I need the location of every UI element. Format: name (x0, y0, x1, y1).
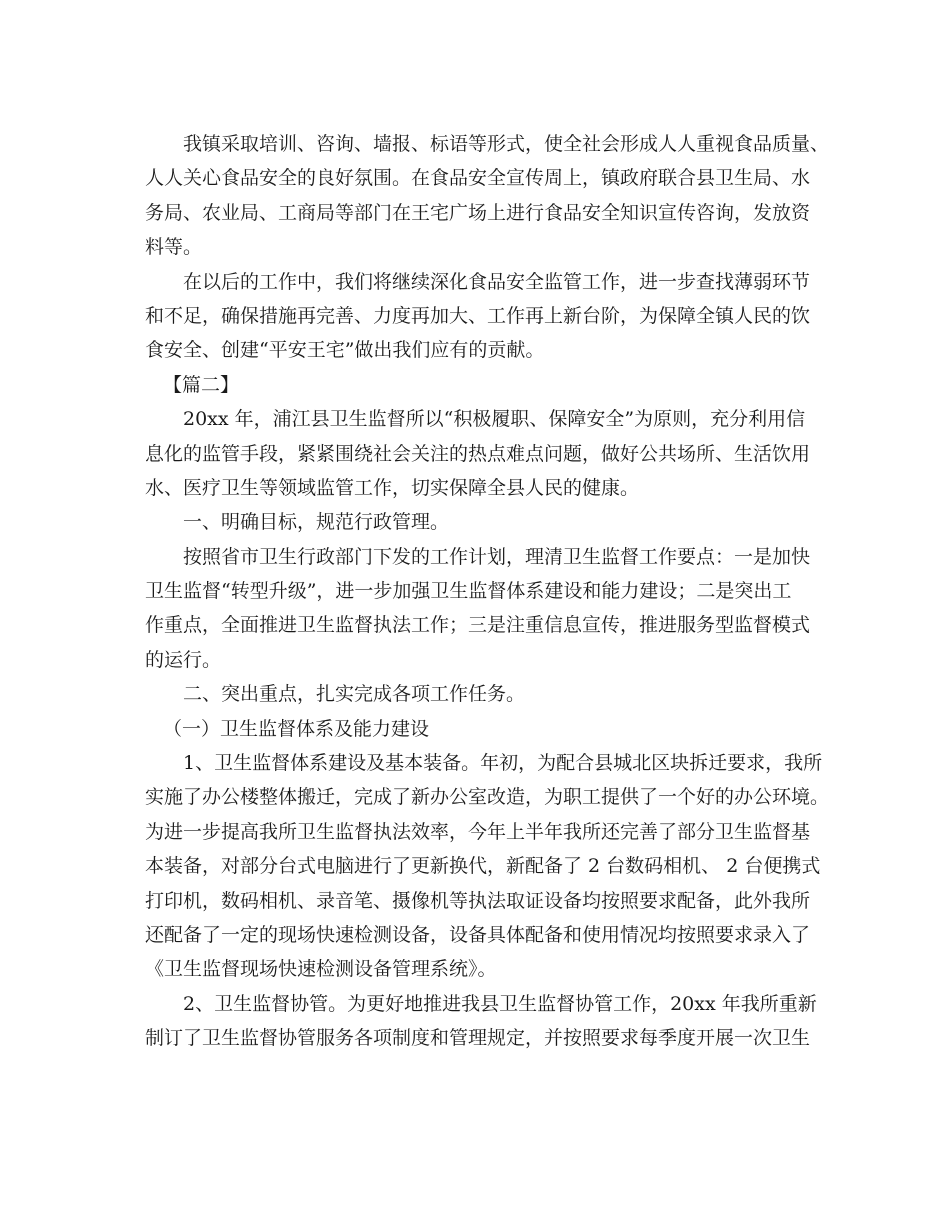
paragraph-line: 和不足，确保措施再完善、力度再加大、工作再上新台阶，为保障全镇人民的饮 (145, 304, 811, 327)
paragraph-line: 息化的监管手段，紧紧围绕社会关注的热点难点问题，做好公共场所、生活饮用 (145, 442, 811, 465)
paragraph-line: 在以后的工作中，我们将继续深化食品安全监管工作，进一步查找薄弱环节 (183, 270, 811, 293)
paragraph-line: 人人关心食品安全的良好氛围。在食品安全宣传周上，镇政府联合县卫生局、水 (145, 167, 811, 190)
paragraph-line: 我镇采取培训、咨询、墙报、标语等形式，使全社会形成人人重视食品质量、 (183, 133, 830, 155)
paragraph-line: 水、医疗卫生等领域监管工作，切实保障全县人民的健康。 (145, 476, 640, 499)
paragraph-line: 还配备了一定的现场快速检测设备，设备具体配备和使用情况均按照要求录入了 (145, 923, 811, 946)
paragraph-line: 卫生监督“转型升级”，进一步加强卫生监督体系建设和能力建设；二是突出工 (145, 580, 792, 603)
paragraph-line: 本装备，对部分台式电脑进行了更新换代，新配备了 2 台数码相机、 2 台便携式 (145, 855, 821, 878)
paragraph-line: 的运行。 (145, 648, 222, 671)
subsection-heading: （一）卫生监督体系及能力建设 (163, 717, 430, 740)
subsection-heading: 二、突出重点，扎实完成各项工作任务。 (183, 683, 526, 706)
paragraph-line: 为进一步提高我所卫生监督执法效率，今年上半年我所还完善了部分卫生监督基 (145, 820, 811, 843)
paragraph-line: 制订了卫生监督协管服务各项制度和管理规定，并按照要求每季度开展一次卫生 (145, 1027, 811, 1050)
paragraph-line: 务局、农业局、工商局等部门在王宅广场上进行食品安全知识宣传咨询，发放资 (145, 201, 811, 224)
section-heading: 【篇二】 (163, 373, 240, 396)
document-body (145, 127, 830, 1056)
paragraph-line: 1、卫生监督体系建设及基本装备。年初，为配合县城北区块拆迁要求，我所 (183, 752, 823, 775)
paragraph-line: 料等。 (145, 236, 203, 259)
paragraph-line: 作重点，全面推进卫生监督执法工作；三是注重信息宣传，推进服务型监督模式 (145, 614, 811, 637)
paragraph-line: 按照省市卫生行政部门下发的工作计划，理清卫生监督工作要点：一是加快 (183, 545, 811, 568)
subsection-heading: 一、明确目标，规范行政管理。 (183, 511, 450, 534)
paragraph-line: 《卫生监督现场快速检测设备管理系统》。 (145, 958, 497, 981)
paragraph-line: 2、卫生监督协管。为更好地推进我县卫生监督协管工作，20xx 年我所重新 (183, 992, 817, 1015)
paragraph-line: 打印机，数码相机、录音笔、摄像机等执法取证设备均按照要求配备，此外我所 (145, 889, 811, 912)
paragraph-line: 食安全、创建“平安王宅”做出我们应有的贡献。 (145, 339, 545, 362)
paragraph-line: 20xx 年，浦江县卫生监督所以“积极履职、保障安全”为原则，充分利用信 (183, 408, 806, 431)
paragraph-line: 实施了办公楼整体搬迁，完成了新办公室改造，为职工提供了一个好的办公环境。 (145, 786, 830, 809)
